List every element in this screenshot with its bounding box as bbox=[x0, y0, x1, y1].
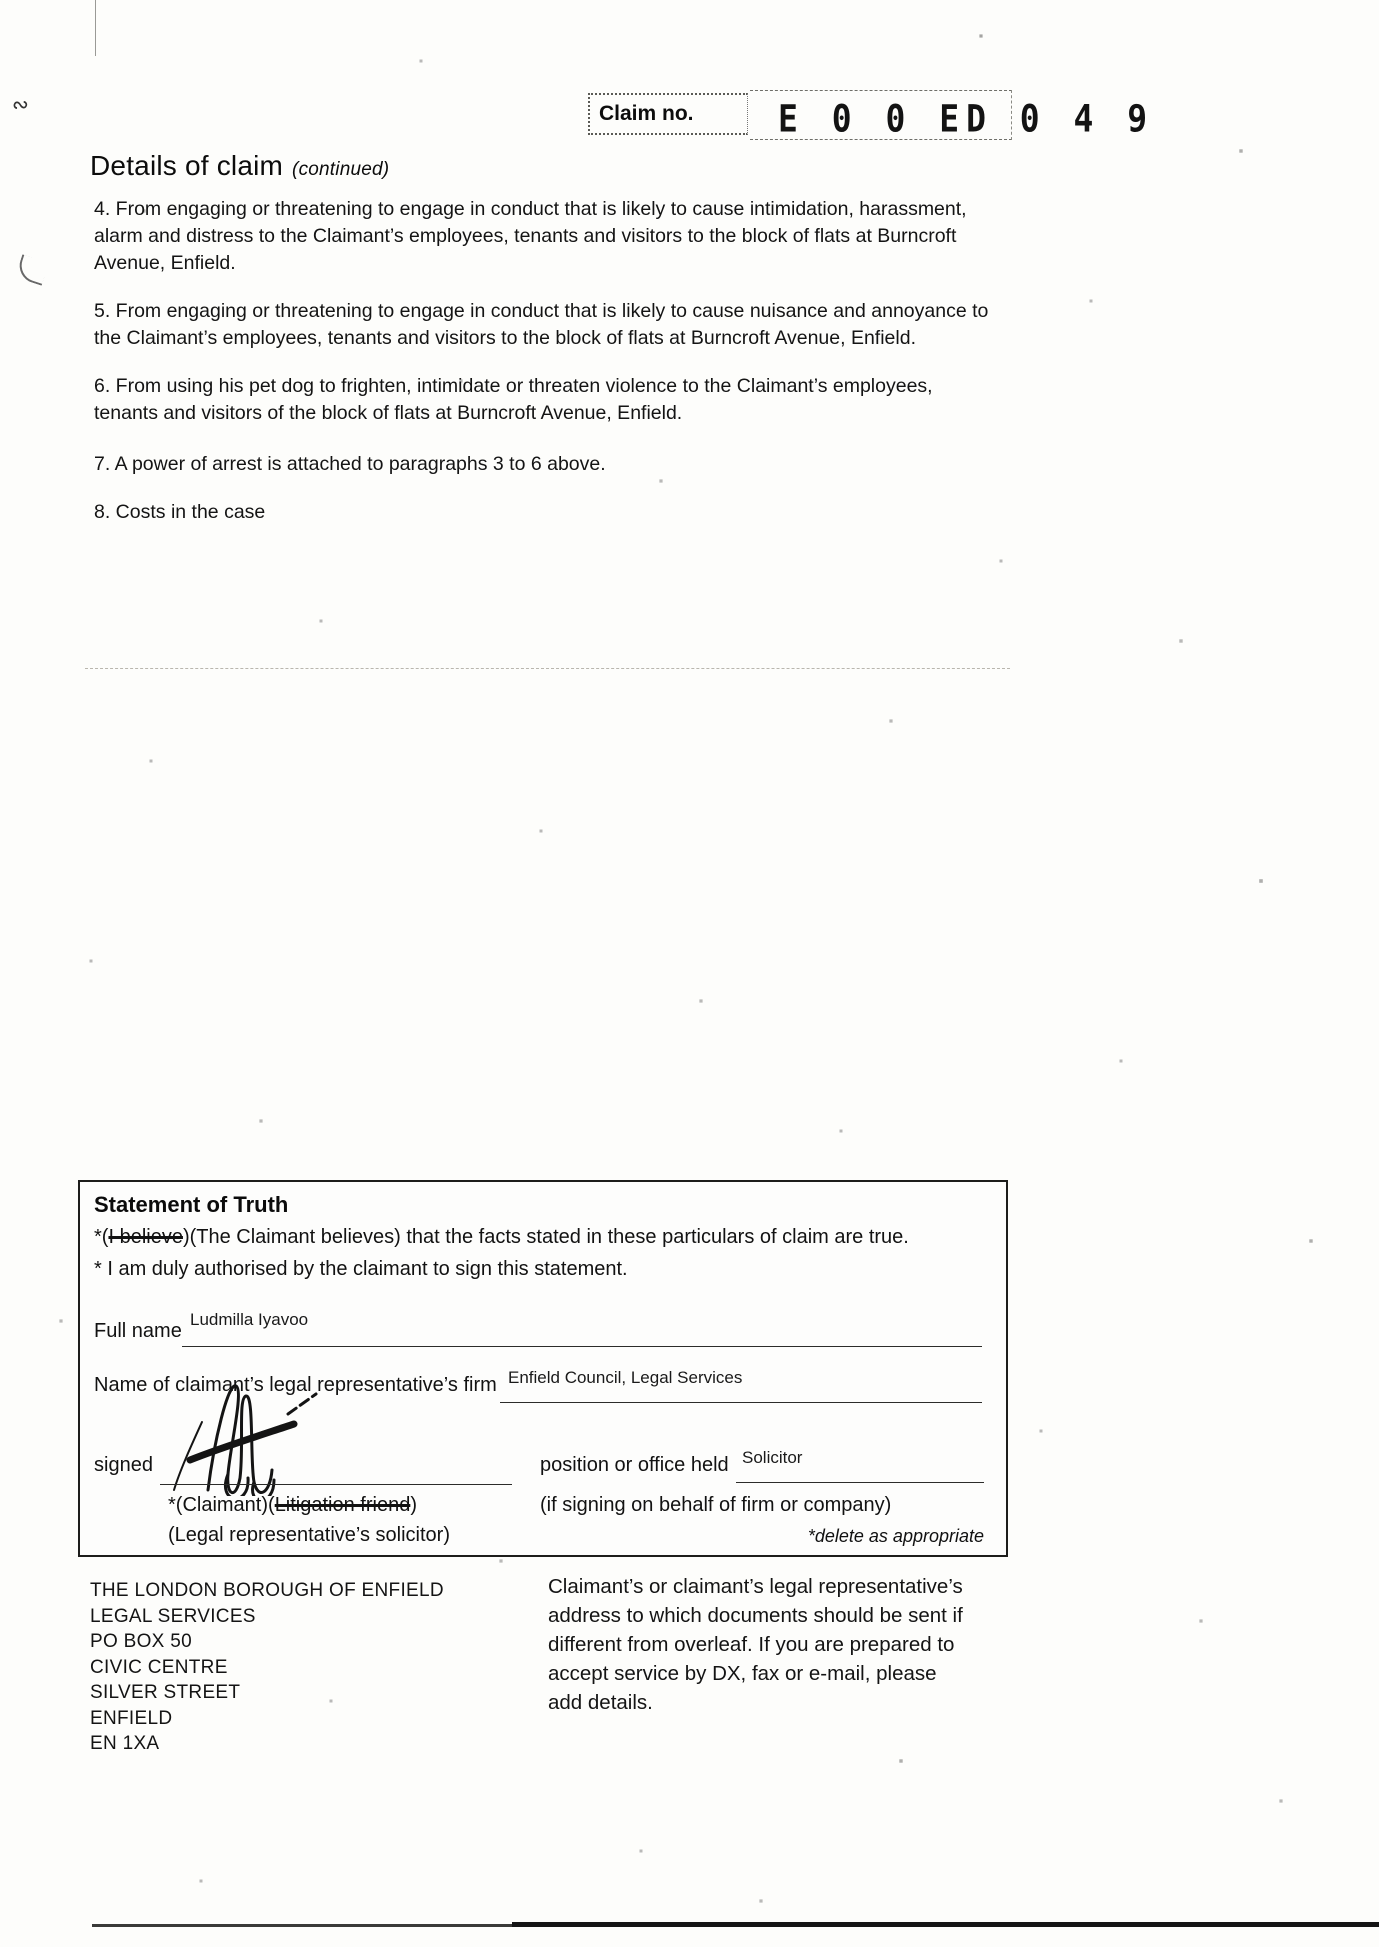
belief-open: *( bbox=[94, 1226, 109, 1248]
claim-paragraph-4: 4. From engaging or threatening to engage in conduct that is likely to cause intimidation, harassment, alarm and distress to the Claimant’s employees, tenants and visitors to the block of flats at Burncroft Avenue, Enfield. bbox=[94, 198, 967, 274]
scan-bottom-edge-line-left bbox=[92, 1924, 512, 1927]
signed-label: signed bbox=[94, 1454, 153, 1476]
claim-paragraph-8: 8. Costs in the case bbox=[94, 501, 266, 523]
page-title bbox=[90, 150, 389, 182]
address-line: PO BOX 50 bbox=[90, 1631, 192, 1652]
signed-underline bbox=[160, 1484, 512, 1485]
statement-of-truth-box bbox=[78, 1180, 1008, 1557]
full-name-label: Full name bbox=[94, 1320, 182, 1342]
details-of-claim-body bbox=[94, 196, 989, 547]
scan-mark-vertical-line bbox=[95, 0, 96, 56]
address-line: CIVIC CENTRE bbox=[90, 1656, 228, 1678]
scan-mark-chevron: ∾ bbox=[12, 91, 29, 119]
delete-as-appropriate-note: *delete as appropriate bbox=[807, 1526, 984, 1546]
claimant-options-line bbox=[168, 1494, 417, 1517]
full-name-underline bbox=[182, 1346, 982, 1347]
claimant-close: ) bbox=[410, 1494, 418, 1516]
claim-no-stamp: E 0 0 ED 0 4 9 bbox=[778, 96, 1155, 141]
belief-rest: )(The Claimant believes) that the facts stated in these particulars of claim are true. bbox=[182, 1226, 909, 1248]
firm-value: Enfield Council, Legal Services bbox=[508, 1368, 743, 1387]
position-underline bbox=[736, 1482, 984, 1483]
statement-belief-line bbox=[94, 1226, 909, 1249]
recipient-address-note: Claimant’s or claimant’s legal representative’s address to which documents should be sent if different from overleaf. If you are prepared to accept service by DX, fax or e-mail, please add details. bbox=[548, 1575, 963, 1714]
signature-scribble bbox=[162, 1378, 342, 1496]
scan-mark-curl bbox=[15, 254, 49, 285]
firm-underline bbox=[500, 1402, 982, 1403]
struck-i-believe: I believe bbox=[108, 1226, 183, 1248]
scan-bottom-edge-line-right bbox=[512, 1922, 1379, 1927]
page-title-continued: (continued) bbox=[292, 159, 390, 180]
address-line: THE LONDON BOROUGH OF ENFIELD bbox=[90, 1580, 444, 1601]
position-value: Solicitor bbox=[742, 1448, 803, 1467]
firm-label: Name of claimant’s legal representative’s firm bbox=[94, 1374, 497, 1396]
struck-litigation-friend: Litigation friend bbox=[274, 1494, 411, 1516]
claim-no-label-box bbox=[588, 93, 748, 135]
statement-of-truth-heading: Statement of Truth bbox=[94, 1192, 289, 1217]
faint-dotted-divider bbox=[85, 668, 1010, 669]
address-line: LEGAL SERVICES bbox=[90, 1605, 256, 1627]
scan-noise-speckles bbox=[0, 0, 2, 2]
claim-paragraph-7: 7. A power of arrest is attached to paragraphs 3 to 6 above. bbox=[94, 453, 606, 475]
address-line: ENFIELD bbox=[90, 1707, 173, 1729]
claim-paragraph-6: 6. From using his pet dog to frighten, intimidate or threaten violence to the Claimant’s employees, tenants and visitors of the block of flats at Burncroft Avenue, Enfield. bbox=[94, 375, 933, 424]
claim-paragraph-5: 5. From engaging or threatening to engage in conduct that is likely to cause nuisance and annoyance to the Claimant’s employees, tenants and visitors to the block of flats at Burncroft Avenue, Enfield. bbox=[94, 300, 989, 349]
sender-address-block bbox=[90, 1578, 444, 1757]
legal-rep-solicitor-line: (Legal representative’s solicitor) bbox=[168, 1524, 450, 1546]
address-line: SILVER STREET bbox=[90, 1682, 241, 1703]
full-name-value: Ludmilla Iyavoo bbox=[190, 1310, 309, 1329]
page-title-text: Details of claim bbox=[90, 150, 284, 181]
position-label: position or office held bbox=[540, 1454, 729, 1476]
claim-no-label: Claim no. bbox=[599, 102, 694, 125]
statement-authorised-line: * I am duly authorised by the claimant to sign this statement. bbox=[94, 1258, 628, 1280]
address-line: EN 1XA bbox=[90, 1733, 160, 1754]
claimant-open: *(Claimant)( bbox=[168, 1494, 275, 1516]
behalf-note: (if signing on behalf of firm or company) bbox=[540, 1494, 892, 1516]
